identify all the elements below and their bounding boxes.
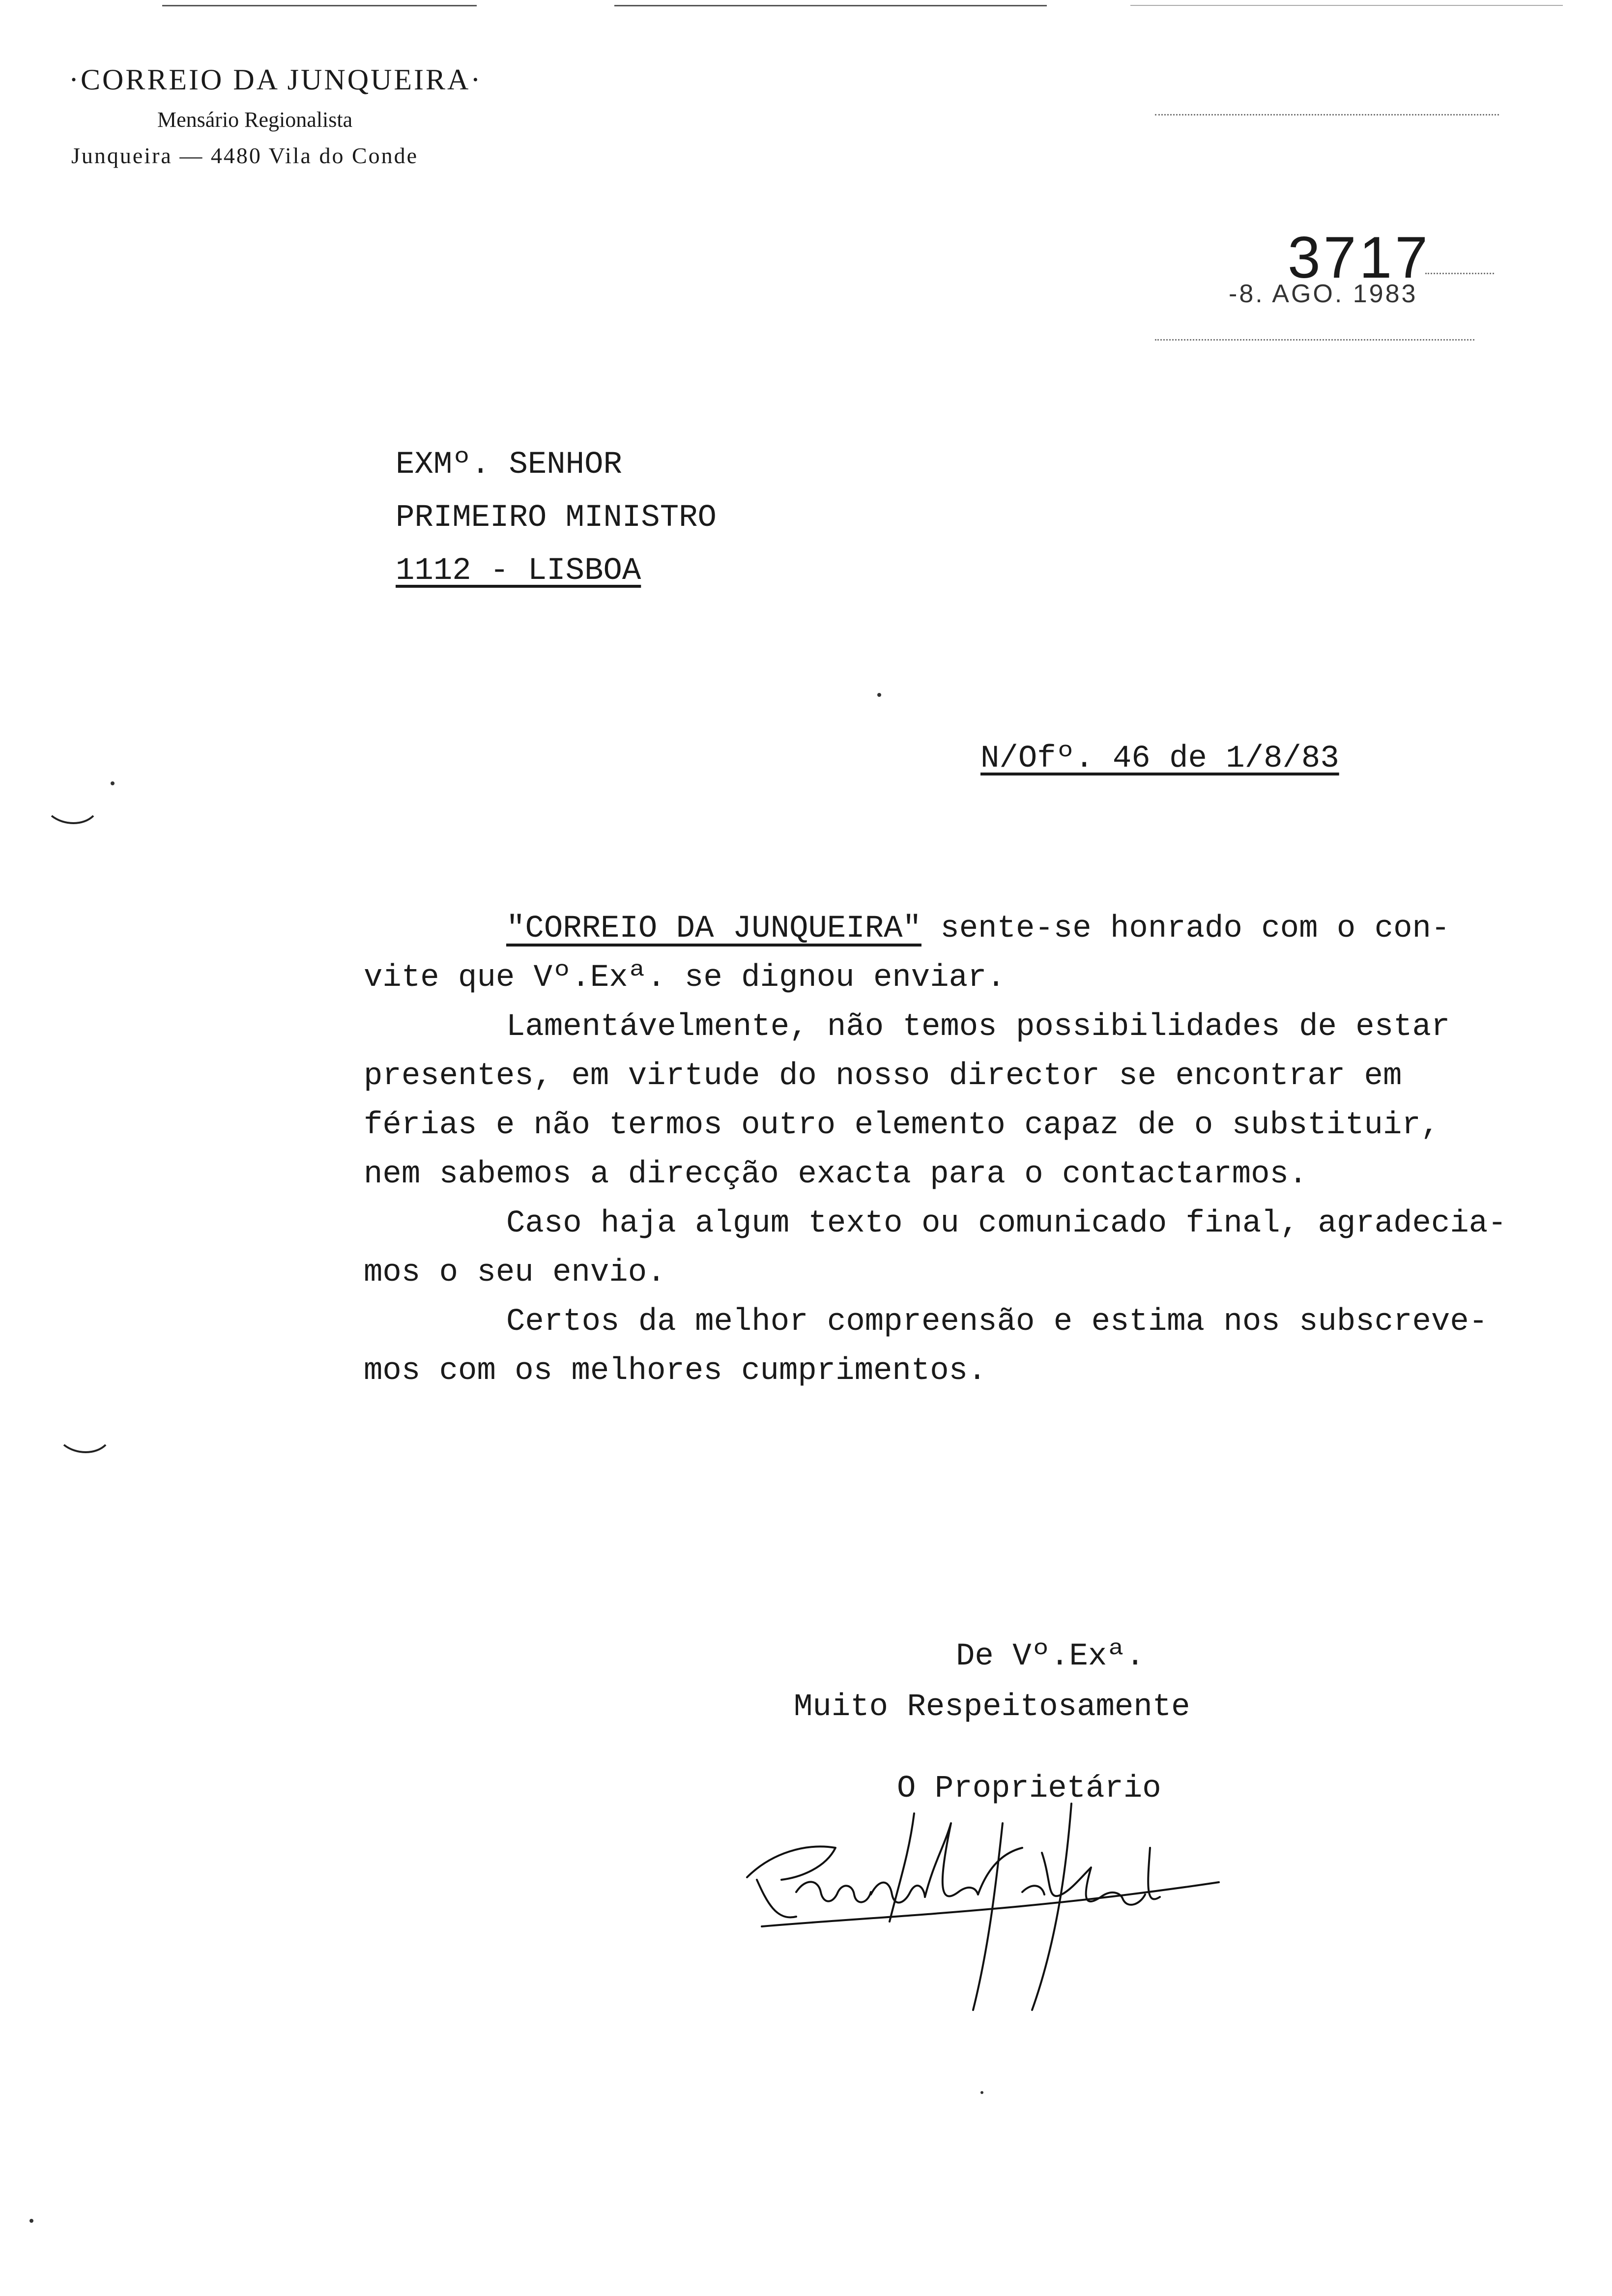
stamp-number: 3717 xyxy=(1288,225,1431,290)
letterhead-title: ·CORREIO DA JUNQUEIRA· xyxy=(69,63,483,96)
body-line: mos com os melhores cumprimentos. xyxy=(364,1353,987,1389)
stamp-bottom-border xyxy=(1155,339,1474,341)
stamp-date: -8. AGO. 1983 xyxy=(1229,280,1418,308)
closing-line-1: De Vº.Exª. xyxy=(956,1639,1145,1674)
reference-number: N/Ofº. 46 de 1/8/83 xyxy=(980,741,1339,776)
body-line: presentes, em virtude do nosso director se encontrar em xyxy=(364,1059,1402,1094)
stamp-top-border xyxy=(1155,114,1499,115)
scan-speck xyxy=(29,2219,33,2223)
scan-speck xyxy=(111,781,115,785)
newspaper-name: "CORREIO DA JUNQUEIRA" xyxy=(506,911,921,947)
recipient-line-3: 1112 - LISBOA xyxy=(396,553,641,589)
body-line: Lamentávelmente, não temos possibilidades de estar xyxy=(506,1009,1450,1045)
margin-mark xyxy=(61,1440,111,1460)
body-line: mos o seu envio. xyxy=(364,1255,666,1291)
scan-speck xyxy=(877,693,881,697)
body-line: Caso haja algum texto ou comunicado final, agradecia- xyxy=(506,1206,1507,1241)
body-line: Certos da melhor compreensão e estima nos subscreve- xyxy=(506,1304,1488,1340)
body-line: férias e não termos outro elemento capaz de o substituir, xyxy=(364,1108,1440,1143)
letterhead-subtitle: Mensário Regionalista xyxy=(157,108,353,132)
body-line: nem sabemos a direcção exacta para o contactarmos. xyxy=(364,1157,1308,1192)
margin-mark xyxy=(49,811,98,831)
scan-top-rule-far xyxy=(1130,5,1563,6)
stamp-divider xyxy=(1425,273,1494,274)
closing-line-2: Muito Respeitosamente xyxy=(794,1690,1190,1725)
recipient-line-1: EXMº. SENHOR xyxy=(396,447,622,483)
scan-top-rule-right xyxy=(614,5,1047,6)
letterhead-address: Junqueira — 4480 Vila do Conde xyxy=(71,143,419,168)
signature-icon xyxy=(727,1794,1268,2020)
scan-top-rule-left xyxy=(162,5,477,6)
closing-line-3: O Proprietário xyxy=(897,1771,1161,1807)
scan-speck xyxy=(980,2091,983,2094)
body-line: vite que Vº.Exª. se dignou enviar. xyxy=(364,960,1006,996)
recipient-line-2: PRIMEIRO MINISTRO xyxy=(396,500,717,536)
body-line xyxy=(364,904,1553,953)
body-text: sente-se honrado com o con- xyxy=(921,911,1450,947)
letter-body xyxy=(364,904,1553,1396)
